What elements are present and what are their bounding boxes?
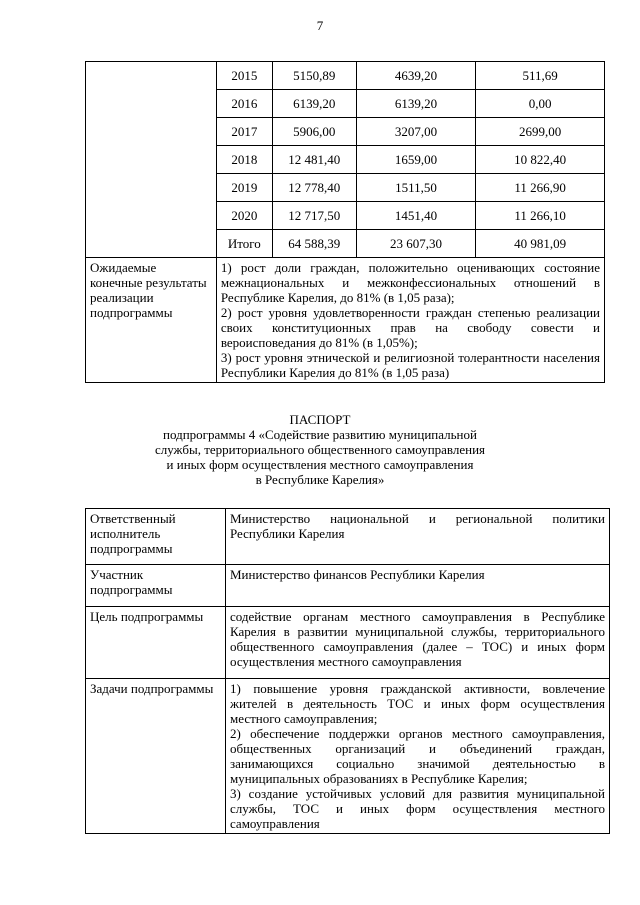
source-2-cell: 511,69 — [476, 62, 605, 90]
source-2-cell: 40 981,09 — [476, 230, 605, 258]
total-cell: 12 481,40 — [272, 146, 356, 174]
year-cell: 2018 — [216, 146, 272, 174]
result-item: 1) рост доли граждан, положительно оценивающих состояние межнациональных и межконфессиональных отношений в Республике Карелия, до 81% (в 1,05 раза); — [220, 260, 600, 305]
table-row — [86, 509, 610, 565]
year-cell: 2017 — [216, 118, 272, 146]
table-row — [86, 607, 610, 679]
year-cell: 2016 — [216, 90, 272, 118]
result-item: 3) рост уровня этнической и религиозной толерантности населения Республики Карелия до 81% (в 1,05 раза) — [220, 350, 600, 380]
results-value — [216, 258, 604, 383]
source-2-cell: 0,00 — [476, 90, 605, 118]
total-cell: 6139,20 — [272, 90, 356, 118]
table-row — [86, 565, 610, 607]
table-row — [86, 62, 605, 90]
goal-value: содействие органам местного самоуправления в Республике Карелия в развитии муниципальной службы, территориального общественного самоуправления (далее – ТОС) и иных форм осуществления местного самоуправления — [226, 607, 610, 679]
total-cell: 12 778,40 — [272, 174, 356, 202]
results-label: Ожидаемые конечные результаты реализации подпрограммы — [86, 258, 217, 383]
source-1-cell: 1451,40 — [356, 202, 476, 230]
passport-title-line: подпрограммы 4 «Содействие развитию муниципальной — [163, 427, 477, 442]
finance-table — [85, 61, 605, 383]
tasks-value — [226, 679, 610, 834]
source-1-cell: 1659,00 — [356, 146, 476, 174]
year-cell: 2015 — [216, 62, 272, 90]
year-cell: 2019 — [216, 174, 272, 202]
passport-title-line: службы, территориального общественного самоуправления — [154, 442, 486, 457]
source-2-cell: 2699,00 — [476, 118, 605, 146]
passport-title-line: в Республике Карелия» — [255, 472, 385, 487]
passport-title — [0, 412, 640, 487]
tasks-label: Задачи подпрограммы — [86, 679, 226, 834]
source-1-cell: 6139,20 — [356, 90, 476, 118]
total-cell: 5906,00 — [272, 118, 356, 146]
source-1-cell: 4639,20 — [356, 62, 476, 90]
task-item: 3) создание устойчивых условий для развития муниципальной службы, ТОС и иных форм осуществления местного самоуправления — [230, 786, 605, 831]
task-item: 1) повышение уровня гражданской активности, вовлечение жителей в деятельность ТОС и иных форм осуществления местного самоуправления; — [230, 681, 605, 726]
table-row — [86, 679, 610, 834]
executor-value: Министерство национальной и региональной политики Республики Карелия — [226, 509, 610, 565]
executor-label: Ответственный исполнитель подпрограммы — [86, 509, 226, 565]
source-1-cell: 23 607,30 — [356, 230, 476, 258]
source-2-cell: 11 266,10 — [476, 202, 605, 230]
result-item: 2) рост уровня удовлетворенности граждан степенью реализации своих конституционных прав на свободу совести и вероисповедания до 81% (в 1,05%); — [220, 305, 600, 350]
year-cell: Итого — [216, 230, 272, 258]
passport-title-line: и иных форм осуществления местного самоуправления — [166, 457, 474, 472]
task-item: 2) обеспечение поддержки органов местного самоуправления, общественных организаций и объединений граждан, занимающихся социально значимой деятельностью в муниципальных образованиях в Республике Карелия; — [230, 726, 605, 786]
source-1-cell: 3207,00 — [356, 118, 476, 146]
year-cell: 2020 — [216, 202, 272, 230]
source-1-cell: 1511,50 — [356, 174, 476, 202]
passport-heading: ПАСПОРТ — [289, 412, 351, 427]
total-cell: 12 717,50 — [272, 202, 356, 230]
table-row — [86, 258, 605, 383]
total-cell: 5150,89 — [272, 62, 356, 90]
goal-label: Цель подпрограммы — [86, 607, 226, 679]
source-2-cell: 11 266,90 — [476, 174, 605, 202]
total-cell: 64 588,39 — [272, 230, 356, 258]
participant-label: Участник подпрограммы — [86, 565, 226, 607]
page-number: 7 — [316, 18, 324, 33]
empty-label-cell — [86, 62, 217, 258]
passport-table — [85, 508, 610, 834]
participant-value: Министерство финансов Республики Карелия — [226, 565, 610, 607]
source-2-cell: 10 822,40 — [476, 146, 605, 174]
